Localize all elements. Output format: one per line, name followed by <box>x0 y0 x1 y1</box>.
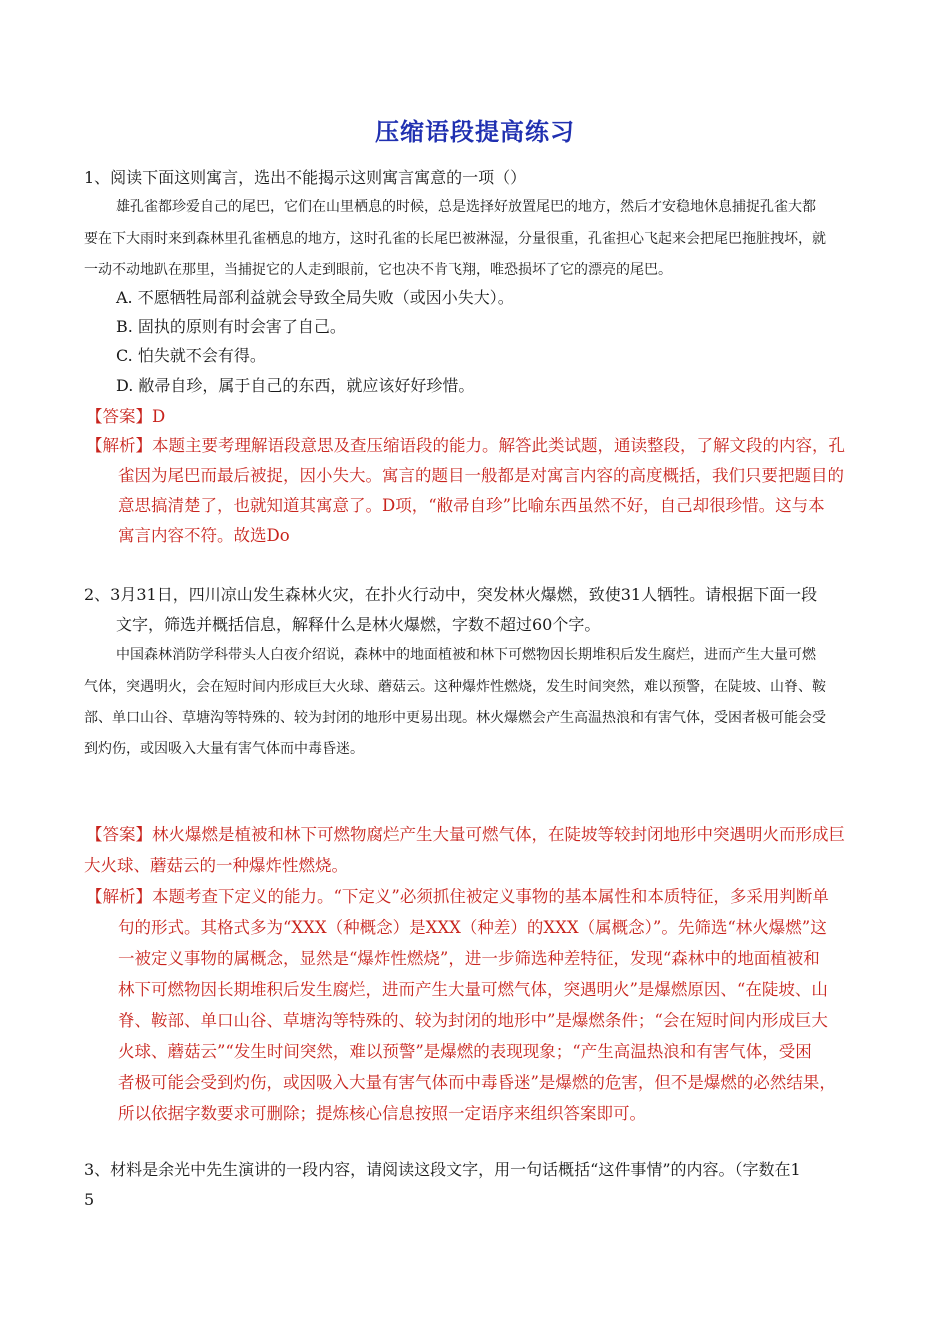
option-c: C. 怕失就不会有得。 <box>116 346 266 365</box>
page-title: 压缩语段提高练习 <box>375 118 575 146</box>
option-b: B. 固执的原则有时会害了自己。 <box>116 317 346 336</box>
option-d: D. 敝帚自珍，属于自己的东西，就应该好好珍惜。 <box>116 376 475 395</box>
option-a: A. 不愿牺牲局部利益就会导致全局失败（或因小失大）。 <box>116 288 514 307</box>
document-page: 压缩语段提高练习 1、阅读下面这则寓言，选出不能揭示这则寓言寓意的一项（） 雄孔雀都珍爱自己的尾巴，它们在山里栖息的时候，总是选择好放置尾巴的地方，然后才安稳地休息捕捉孔雀大都 要在下大雨时来到森林里孔雀栖息的地方，这时孔雀的长尾巴被淋湿，分量很重，孔雀担心飞起来会把尾巴拖脏拽坏，就 一动不动地趴在那里，当捕捉它的人走到眼前，它也决不肯飞翔，唯恐损坏了它的漂亮的尾巴。 A. 不愿牺牲局部利益就会导致全局失败（或因小失大）。 B. 固执的原则有时会害了自己。 C. 怕失就不会有得。 D. 敝帚自珍，属于自己的东西，就应该好好珍惜。 【答案】D 【解析】本题主要考理解语段意思及查压缩语段的能力。解答此类试题，通读整段，了解文段的内容，孔 雀因为尾巴而最后被捉，因小失大。寓言的题目一般都是对寓言内容的高度概括，我们只要把题目的 意思搞清楚了，也就知道其寓意了。D项，“敝帚自珍”比喻东西虽然不好，自己却很珍惜。这与本 寓言内容不符。故选Do 2、3月31日，四川凉山发生森林火灾，在扑火行动中，突发林火爆燃，致使31人牺牲。请根据下面一段 文字，筛选并概括信息，解释什么是林火爆燃，字数不超过60个字。 中国森林消防学科带头人白夜介绍说，森林中的地面植被和林下可燃物因长期堆积后发生腐烂，进而产生大量可燃 气体，突遇明火，会在短时间内形成巨大火球、蘑菇云。这种爆炸性燃烧，发生时间突然，难以预警，在陡坡、山脊、鞍 部、单口山谷、草塘沟等特殊的、较为封闭的地形中更易出现。林火爆燃会产生高温热浪和有害气体，受困者极可能会受 到灼伤，或因吸入大量有害气体而中毒昏迷。 【答案】林火爆燃是植被和林下可燃物腐烂产生大量可燃气体，在陡坡等较封闭地形中突遇明火而形成巨 大火球、蘑菇云的一种爆炸性燃烧。 【解析】本题考查下定义的能力。“下定义”必须抓住被定义事物的基本属性和本质特征，多采用判断单 句的形式。其格式多为“XXX（种概念）是XXX（种差）的XXX（属概念）”。先筛选“林火爆燃”这 一被定义事物的属概念，显然是“爆炸性燃烧”，进一步筛选种差特征，发现“森林中的地面植被和 林下可燃物因长期堆积后发生腐烂，进而产生大量可燃气体，突遇明火”是爆燃原因、“在陡坡、山 脊、鞍部、单口山谷、草塘沟等特殊的、较为封闭的地形中”是爆燃条件；“会在短时间内形成巨大 火球、蘑菇云”“发生时间突然，难以预警”是爆燃的表现现象；“产生高温热浪和有害气体，受困 者极可能会受到灼伤，或因吸入大量有害气体而中毒昏迷”是爆燃的危害，但不是爆燃的必然结果， 所以依据字数要求可删除；提炼核心信息按照一定语序来组织答案即可。 3、材料是余光中先生演讲的一段内容，请阅读这段文字，用一句话概括“这件事情”的内容。（字数在1 5 <box>0 0 950 1344</box>
